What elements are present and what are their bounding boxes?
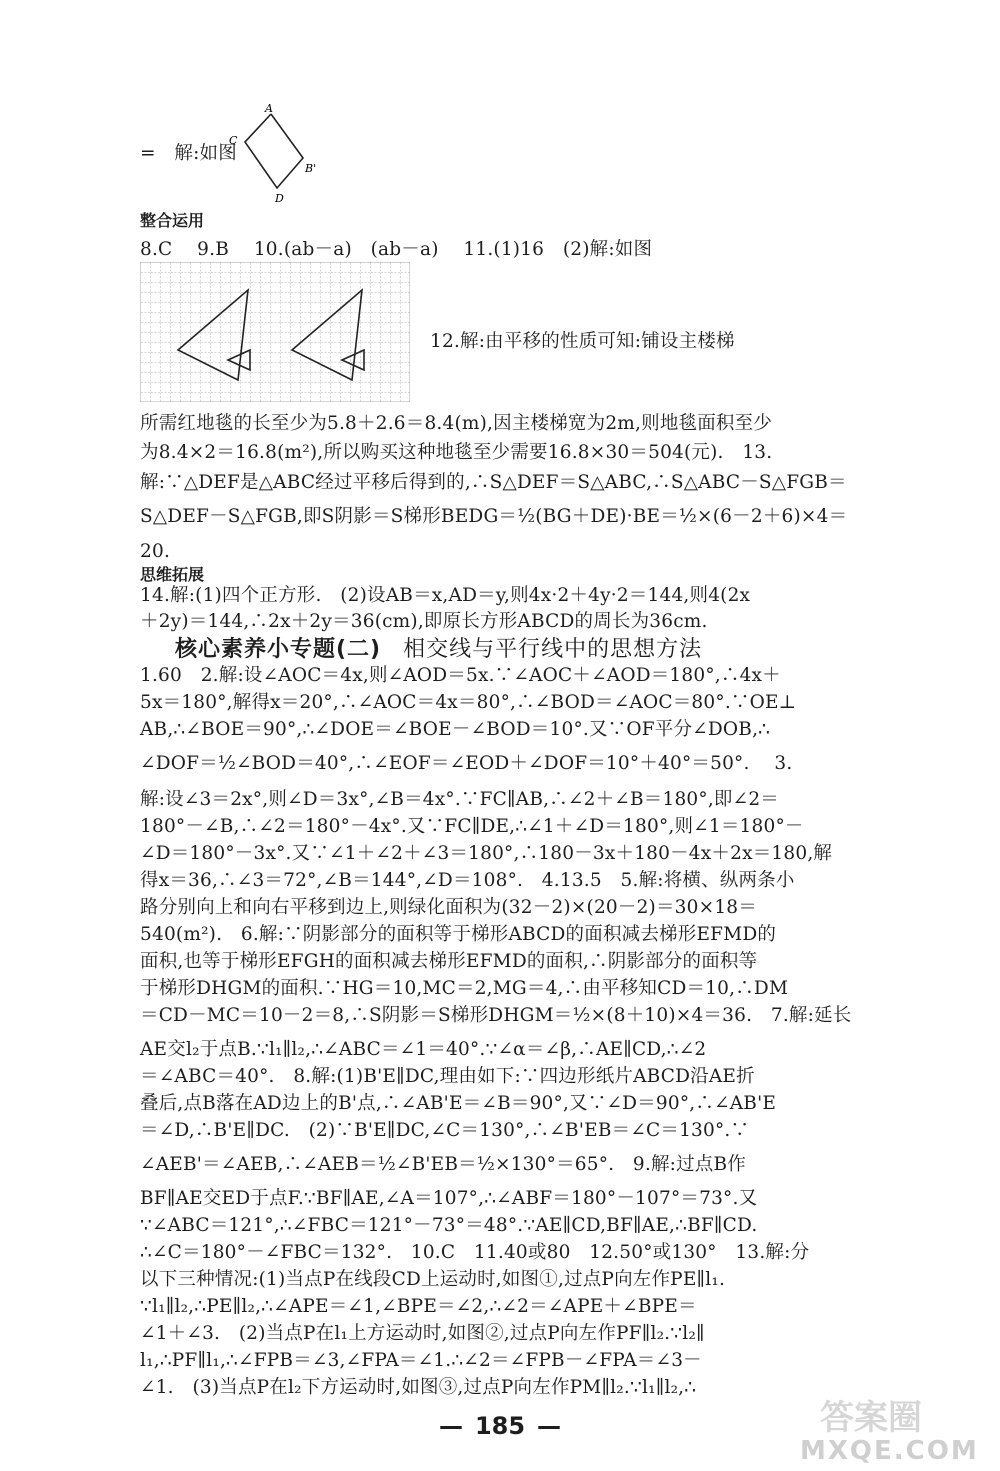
answer-line: 5x＝180°,解得x＝20°,∴∠AOC＝4x＝80°,∴∠BOD＝∠AOC＝80°.∵OE⊥	[140, 692, 797, 713]
answer-line: ∠D＝180°－3x°.又∵∠1＋∠2＋∠3＝180°,∴180－3x＋180－4x＋2x＝180,解	[140, 843, 833, 864]
answer-line: AB,∴∠BOE＝90°,∴∠DOE＝∠BOE－∠BOD＝10°.又∵OF平分∠DOB,∴	[140, 719, 771, 740]
answer-line: 所需红地毯的长至少为5.8＋2.6＝8.4(m),因主楼梯宽为2m,则地毯面积至少	[140, 413, 773, 434]
page-dash-left: —	[438, 1412, 463, 1440]
answer-line: ∵∠ABC＝121°,∴∠FBC＝121°－73°＝48°.∵AE∥CD,BF∥AE,∴BF∥CD.	[140, 1215, 758, 1236]
answer-line: ∠AEB'＝∠AEB,∴∠AEB＝½∠B'EB＝½×130°＝65°. 9.解:过点B作	[140, 1154, 747, 1175]
watermark-logo: 答案圈	[820, 1398, 922, 1438]
answer-line: ∵l₁∥l₂,∴PE∥l₂,∴∠APE＝∠1,∠BPE＝∠2,∴∠2＝∠APE＋∠BPE＝	[140, 1296, 697, 1317]
answer-line: ∠DOF＝½∠BOD＝40°,∴∠EOF＝∠EOD＋∠DOF＝10°＋40°＝50°. 3.	[140, 753, 793, 774]
answer-line: 8.C 9.B 10.(ab－a) (ab－a) 11.(1)16 (2)解:如图	[140, 239, 653, 260]
answer-line: AE交l₂于点B.∵l₁∥l₂,∴∠ABC＝∠1＝40°.∵∠α＝∠β,∴AE∥CD,∴∠2	[140, 1039, 707, 1060]
answer-line: ∠1. (3)当点P在l₂下方运动时,如图③,过点P向左作PM∥l₂.∵l₁∥l₂,∴	[140, 1377, 697, 1398]
translation-grid-figure	[140, 262, 410, 402]
answer-line: 得x＝36,∴∠3＝72°,∠B＝144°,∠D＝108°. 4.13.5 5.解:将横、纵两条小	[140, 870, 795, 891]
topic-title	[175, 632, 702, 663]
label-d: D	[275, 192, 284, 205]
label-c: C	[229, 134, 238, 147]
answer-line: 解:设∠3＝2x°,则∠D＝3x°,∠B＝4x°.∵FC∥AB,∴∠2＋∠B＝180°,即∠2＝	[140, 789, 779, 810]
topic-title-main: 核心素养小专题(二)	[175, 637, 382, 662]
answer-line: ＝∠D,∴B'E∥DC. (2)∵B'E∥DC,∠C＝130°,∴∠B'EB＝∠C＝130°.∵	[140, 1120, 750, 1141]
answer-line: 叠后,点B落在AD边上的B'点,∴∠AB'E＝∠B＝90°,又∵∠D＝90°,∴∠AB'E	[140, 1093, 777, 1114]
answer-line: 180°－∠B,∴∠2＝180°－4x°.又∵FC∥DE,∴∠1＋∠D＝180°,则∠1＝180°－	[140, 816, 804, 837]
section-heading-integrated: 整合运用	[140, 211, 205, 230]
answer-lead-text: = 解:如图	[140, 143, 237, 164]
answer-line: 解:∵△DEF是△ABC经过平移后得到的,∴S△DEF＝S△ABC,∴S△ABC－S△FGB＝	[140, 472, 847, 493]
label-a: A	[265, 102, 273, 115]
parallelogram-figure	[225, 100, 335, 210]
section-heading-thinking: 思维拓展	[140, 565, 205, 584]
answer-line: ∠1＋∠3. (2)当点P在l₁上方运动时,如图②,过点P向左作PF∥l₂.∵l₂∥	[140, 1323, 705, 1344]
answer-line: 以下三种情况:(1)当点P在线段CD上运动时,如图①,过点P向左作PE∥l₁.	[140, 1269, 726, 1290]
answer-line: 于梯形DHGM的面积.∵HG＝10,MC＝2,MG＝4,∴由平移知CD＝10,∴DM	[140, 978, 789, 999]
answer-line: ＝CD－MC＝10－2＝8,∴S阴影＝S梯形DHGM＝½×(8＋10)×4＝36. 7.解:延长	[140, 1005, 852, 1026]
answer-line: 20.	[140, 541, 171, 562]
answer-line: 1.60 2.解:设∠AOC＝4x,则∠AOD＝5x.∵∠AOC＋∠AOD＝180°,∴4x＋	[140, 665, 781, 686]
watermark-text: MXQE.COM	[800, 1436, 979, 1466]
page-number-value: 185	[474, 1412, 526, 1440]
answer-line: 为8.4×2＝16.8(m²),所以购买这种地毯至少需要16.8×30＝504(元). 13.	[140, 442, 773, 463]
answer-line: BF∥AE交ED于点F.∵BF∥AE,∠A＝107°,∴∠ABF＝180°－107°＝73°.又	[140, 1188, 758, 1209]
answer-line: S△DEF－S△FGB,即S阴影＝S梯形BEDG＝½(BG＋DE)·BE＝½×(6－2＋6)×4＝	[140, 506, 848, 527]
answer-line: 12.解:由平移的性质可知:铺设主楼梯	[430, 331, 735, 352]
label-b-prime: B'	[305, 162, 317, 175]
answer-line: l₁,∴PF∥l₁,∴∠FPB＝∠3,∠FPA＝∠1.∴∠2＝∠FPB－∠FPA＝∠3－	[140, 1350, 702, 1371]
answer-line: ＋2y)＝144,∴2x＋2y＝36(cm),即原长方形ABCD的周长为36cm.	[140, 611, 708, 632]
answer-line: 14.解:(1)四个正方形. (2)设AB＝x,AD＝y,则4x·2＋4y·2＝144,则4(2x	[140, 585, 751, 606]
answer-line: 540(m²). 6.解:∵阴影部分的面积等于梯形ABCD的面积减去梯形EFMD的	[140, 924, 777, 945]
answer-line: 面积,也等于梯形EFGH的面积减去梯形EFMD的面积,∴阴影部分的面积等	[140, 951, 758, 972]
answer-line: ＝∠ABC＝40°. 8.解:(1)B'E∥DC,理由如下:∵四边形纸片ABCD沿AE折	[140, 1066, 755, 1087]
page-dash-right: —	[537, 1412, 562, 1440]
answer-line: ∴∠C＝180°－∠FBC＝132°. 10.C 11.40或80 12.50°或130° 13.解:分	[140, 1242, 810, 1263]
topic-subtitle: 相交线与平行线中的思想方法	[403, 637, 703, 662]
answer-line: 路分别向上和向右平移到边上,则绿化面积为(32－2)×(20－2)＝30×18＝	[140, 897, 757, 918]
